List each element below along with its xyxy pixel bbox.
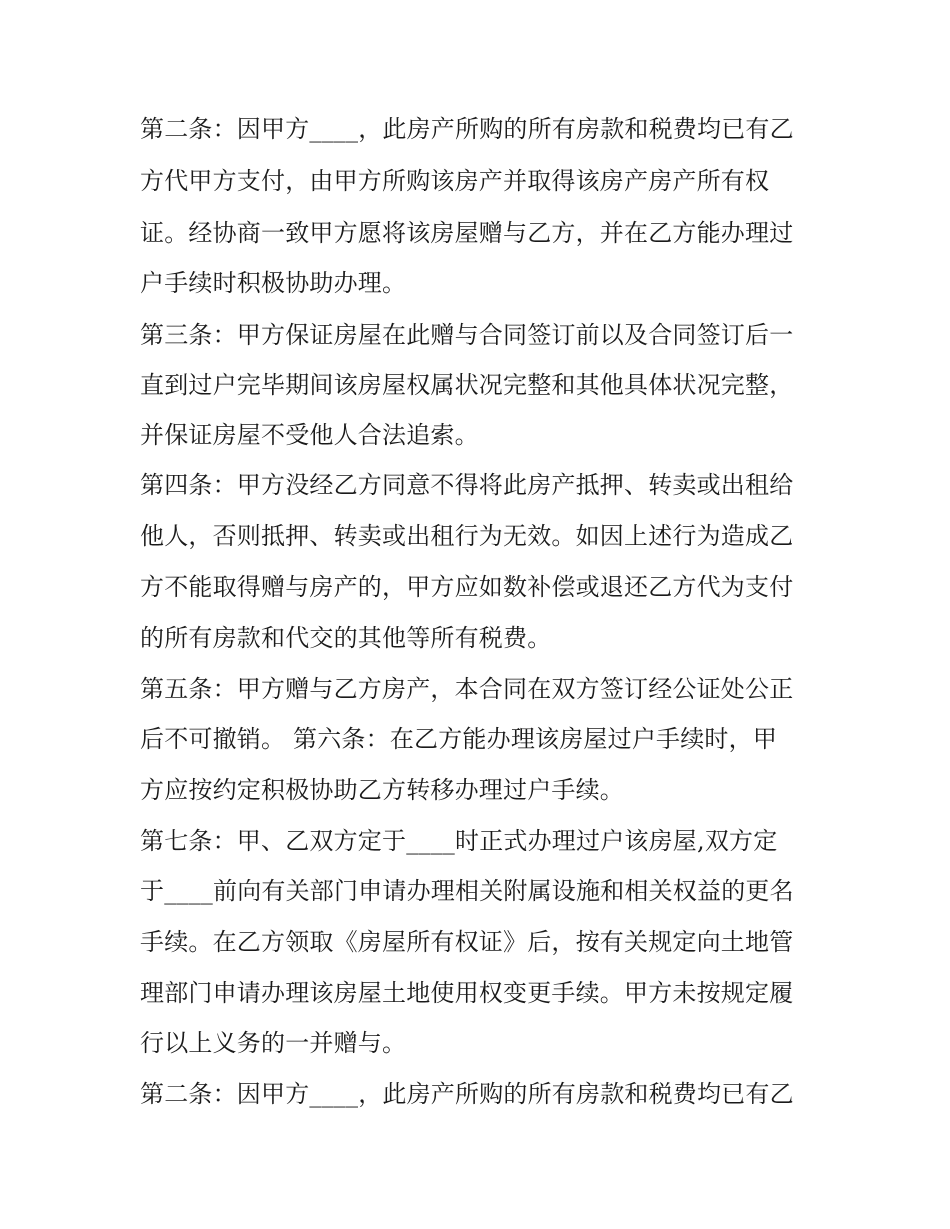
text-line: 直到过户完毕期间该房屋权属状况完整和其他具体状况完整， bbox=[140, 371, 794, 399]
text-line: 第五条：甲方赠与乙方房产，本合同在双方签订经公证处公正 bbox=[140, 675, 794, 703]
text-line: 第七条：甲、乙双方定于____时正式办理过户该房屋,双方定 bbox=[140, 827, 778, 855]
text-line: 第四条：甲方没经乙方同意不得将此房产抵押、转卖或出租给 bbox=[140, 471, 794, 499]
text-line: 后不可撤销。 第六条：在乙方能办理该房屋过户手续时，甲 bbox=[140, 725, 778, 753]
text-line: 方不能取得赠与房产的，甲方应如数补偿或退还乙方代为支付 bbox=[140, 573, 794, 601]
text-line: 理部门申请办理该房屋土地使用权变更手续。甲方未按规定履 bbox=[140, 979, 794, 1007]
text-line: 第二条：因甲方____，此房产所购的所有房款和税费均已有乙 bbox=[140, 1080, 794, 1108]
text-line: 于____前向有关部门申请办理相关附属设施和相关权益的更名 bbox=[140, 877, 794, 905]
text-line: 他人，否则抵押、转卖或出租行为无效。如因上述行为造成乙 bbox=[140, 522, 794, 550]
text-line: 第三条：甲方保证房屋在此赠与合同签订前以及合同签订后一 bbox=[140, 321, 794, 349]
text-line: 方代甲方支付，由甲方所购该房产并取得该房产房产所有权 bbox=[140, 167, 770, 195]
text-line: 的所有房款和代交的其他等所有税费。 bbox=[140, 624, 552, 652]
text-line: 户手续时积极协助办理。 bbox=[140, 269, 407, 297]
text-line: 方应按约定积极协助乙方转移办理过户手续。 bbox=[140, 776, 624, 804]
text-line: 手续。在乙方领取《房屋所有权证》后，按有关规定向土地管 bbox=[140, 928, 794, 956]
text-line: 并保证房屋不受他人合法追索。 bbox=[140, 421, 479, 449]
text-line: 证。经协商一致甲方愿将该房屋赠与乙方，并在乙方能办理过 bbox=[140, 219, 794, 247]
text-line: 行以上义务的一并赠与。 bbox=[140, 1029, 407, 1057]
text-line: 第二条：因甲方____，此房产所购的所有房款和税费均已有乙 bbox=[140, 115, 794, 143]
